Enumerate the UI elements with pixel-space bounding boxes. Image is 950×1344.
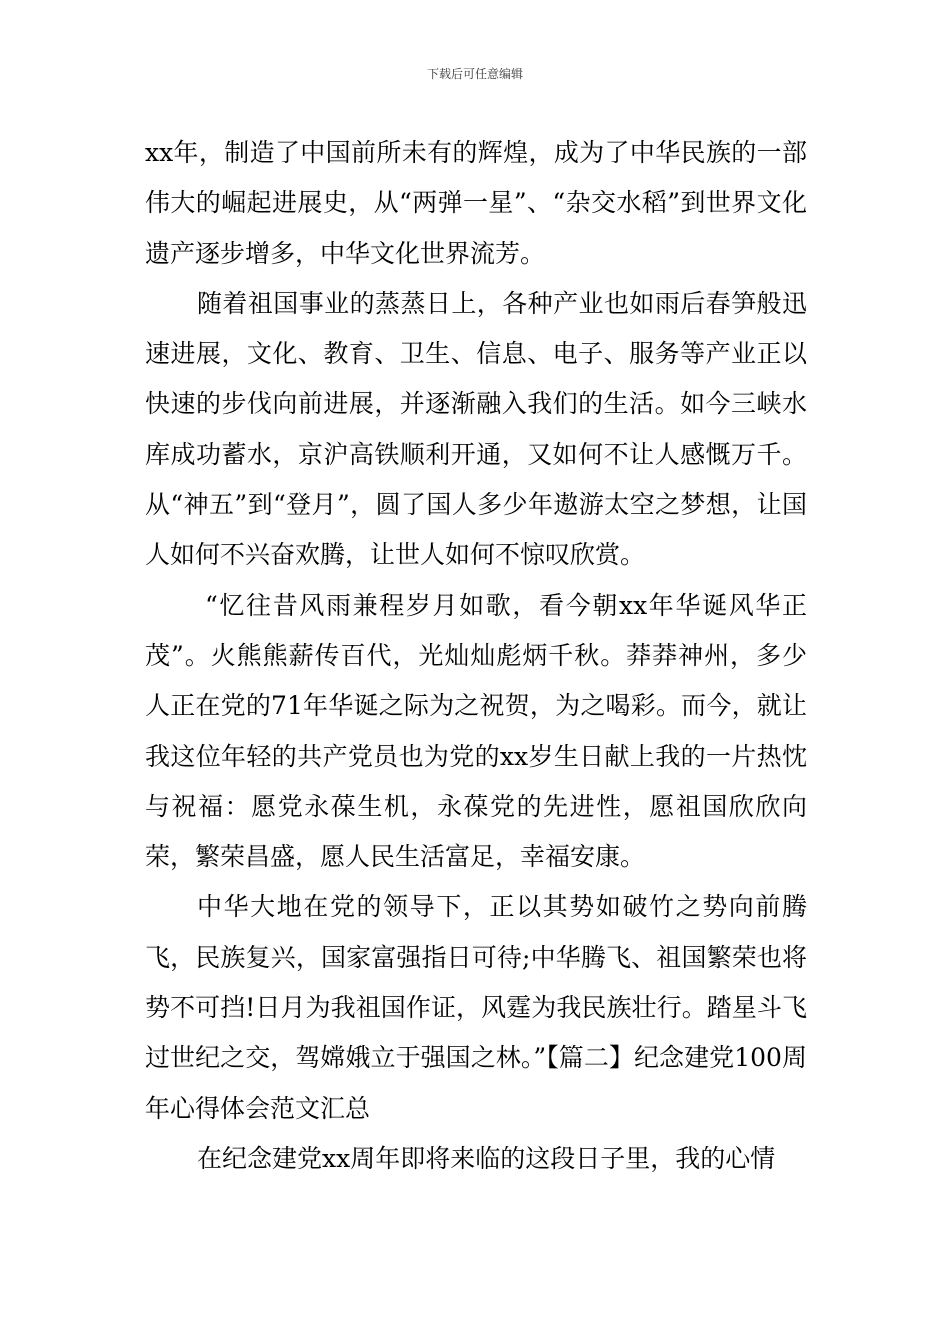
paragraph-1: xx年，制造了中国前所未有的辉煌，成为了中华民族的一部伟大的崛起进展史，从“两弹一星”、“杂交水稻”到世界文化遗产逐步增多，中华文化世界流芳。 xyxy=(145,138,807,268)
paragraph-2: 随着祖国事业的蒸蒸日上，各种产业也如雨后春笋般迅速进展，文化、教育、卫生、信息、电子、服务等产业正以快速的步伐向前进展，并逐渐融入我们的生活。如今三峡水库成功蓄水，京沪高铁顺利开通，又如何不让人感慨万千。从“神五”到“登月”，圆了国人多少年遨游太空之梦想，让国人如何不兴奋欢腾，让世人如何不惊叹欣赏。 xyxy=(145,288,807,570)
paragraph-4: 中华大地在党的领导下，正以其势如破竹之势向前腾飞，民族复兴，国家富强指日可待;中华腾飞、祖国繁荣也将势不可挡!日月为我祖国作证，风霆为我民族壮行。踏星斗飞过世纪之交，驾嫦娥立于强国之林。”【篇二】纪念建党100周年心得体会范文汇总 xyxy=(145,892,807,1123)
paragraph-5: 在纪念建党xx周年即将来临的这段日子里，我的心情 xyxy=(197,1143,776,1173)
page-header: 下载后可任意编辑 xyxy=(426,67,523,81)
document-body xyxy=(145,128,807,1184)
paragraph-3: “忆往昔风雨兼程岁月如歌，看今朝xx年华诞风华正茂”。火熊熊薪传百代，光灿灿彪炳千秋。莽莽神州，多少人正在党的71年华诞之际为之祝贺，为之喝彩。而今，就让我这位年轻的共产党员也为党的xx岁生日献上我的一片热忱与祝福：愿党永葆生机，永葆党的先进性，愿祖国欣欣向荣，繁荣昌盛，愿人民生活富足，幸福安康。 xyxy=(145,590,807,872)
